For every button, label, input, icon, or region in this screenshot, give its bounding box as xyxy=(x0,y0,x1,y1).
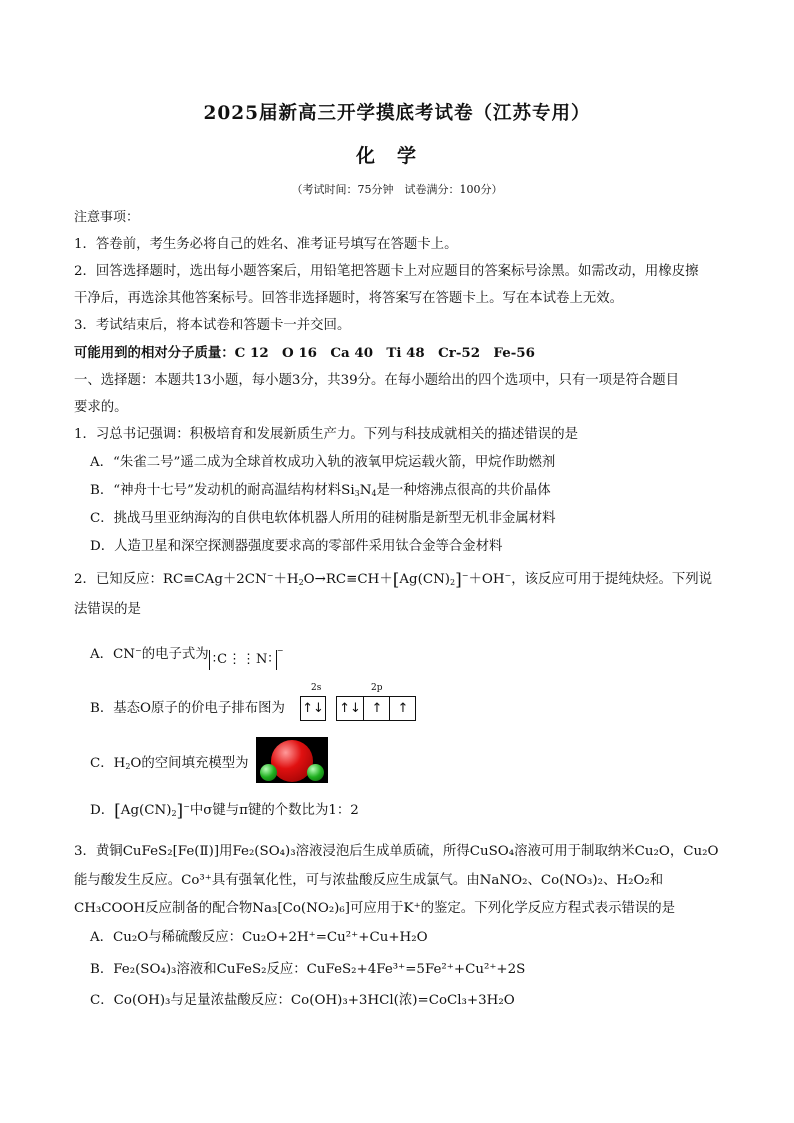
q1-option-a: A．“朱雀二号”遥二成为全球首枚成功入轨的液氧甲烷运载火箭，甲烷作助燃剂 xyxy=(90,455,556,470)
exam-info: （考试时间：75分钟 试卷满分：100分） xyxy=(291,183,503,196)
q2-option-a xyxy=(90,643,283,670)
q2-sup: − xyxy=(276,646,284,655)
q2-sub: 2 xyxy=(450,578,456,587)
q2-d-text: D． xyxy=(90,803,115,818)
hydrogen-atom xyxy=(307,764,324,781)
q1-option-d: D．人造卫星和深空探测器强度要求高的零部件采用钛合金等合金材料 xyxy=(90,539,503,554)
q1-option-b xyxy=(90,479,551,498)
q2-sub: 2 xyxy=(125,762,131,771)
q2-sup: − xyxy=(461,571,469,580)
orbital-box-2s xyxy=(300,696,326,721)
q3-option-b: B．Fe₂(SO₄)₃溶液和CuFeS₂反应：CuFeS₂+4Fe³⁺=5Fe²⁺+Cu²⁺+2S xyxy=(90,962,526,977)
q1-b-text: 是一种熔沸点很高的共价晶体 xyxy=(376,483,551,498)
q2-sup: − xyxy=(183,802,190,811)
orbital-box-2p xyxy=(336,696,416,721)
q2-c-text: C．H xyxy=(90,756,126,771)
q2-complex: Ag(CN) xyxy=(399,572,451,587)
exam-title: 2025届新高三开学摸底考试卷（江苏专用） xyxy=(203,103,591,124)
notice-item-1: 1．答卷前，考生务必将自己的姓名、准考证号填写在答题卡上。 xyxy=(74,237,458,252)
notice-item-3: 3．考试结束后，将本试卷和答题卡一并交回。 xyxy=(74,318,351,333)
q1-b-sub: 4 xyxy=(371,489,377,498)
cn-lewis-structure: ∶C⋮⋮N∶ xyxy=(209,650,277,670)
q2-a-text: 的电子式为 xyxy=(141,647,209,662)
bracket: [ xyxy=(114,801,121,821)
orbital-cell: ↑↓ xyxy=(302,701,324,716)
q2-stem xyxy=(74,568,712,590)
q3-option-a: A．Cu₂O与稀硫酸反应：Cu₂O+2H⁺=Cu²⁺+Cu+H₂O xyxy=(90,930,428,945)
bracket: ] xyxy=(455,570,462,590)
bracket: [ xyxy=(392,570,400,590)
notice-heading: 注意事项： xyxy=(74,210,140,225)
water-space-filling-model xyxy=(256,737,328,783)
q2-sup: − xyxy=(135,646,142,655)
q2-option-d xyxy=(90,799,359,821)
q1-stem: 1．习总书记强调：积极培育和发展新质生产力。下列与科技成就相关的描述错误的是 xyxy=(74,427,578,442)
q2-complex: Ag(CN) xyxy=(120,803,172,818)
q2-text: O→RC≡CH＋ xyxy=(303,572,393,587)
q2-sup: − xyxy=(266,571,274,580)
q3-option-c: C．Co(OH)₃与足量浓盐酸反应：Co(OH)₃+3HCl(浓)=CoCl₃+3H₂O xyxy=(90,993,515,1008)
q3-stem-1: 3．黄铜CuFeS₂[Fe(Ⅱ)]用Fe₂(SO₄)₃溶液浸泡后生成单质硫，所得CuSO₄溶液可用于制取纳米Cu₂O，Cu₂O xyxy=(74,844,719,859)
hydrogen-atom xyxy=(260,764,277,781)
q2-option-c xyxy=(90,752,249,771)
q2-option-b: B．基态O原子的价电子排布图为 xyxy=(90,701,285,716)
q2-stem-cont: 法错误的是 xyxy=(74,602,141,617)
atomic-masses: 可能用到的相对分子质量：C 12 O 16 Ca 40 Ti 48 Cr-52 Fe-56 xyxy=(74,345,535,361)
q2-sup: − xyxy=(504,571,512,580)
q2-d-text: 中σ键与π键的个数比为1：2 xyxy=(189,803,359,818)
q2-text: ，该反应可用于提纯炔烃。下列说 xyxy=(511,572,713,587)
q2-sub: 2 xyxy=(298,578,304,587)
section1-intro: 一、选择题：本题共13小题，每小题3分，共39分。在每小题给出的四个选项中，只有一项是符合题目 xyxy=(74,373,680,388)
q1-b-text: B．“神舟十七号”发动机的耐高温结构材料Si xyxy=(90,483,355,498)
q2-text: 2．已知反应：RC≡CAg＋2CN xyxy=(74,572,267,587)
notice-item-2-cont: 干净后，再选涂其他答案标号。回答非选择题时，将答案写在答题卡上。写在本试卷上无效。 xyxy=(74,291,624,306)
orbital-label-2s: 2s xyxy=(311,683,322,693)
q2-text: ＋H xyxy=(273,572,299,587)
orbital-cell: ↑ xyxy=(397,701,409,716)
orbital-cell: ↑ xyxy=(371,701,383,716)
q2-c-text: O的空间填充模型为 xyxy=(130,756,249,771)
q2-text: ＋OH xyxy=(468,572,505,587)
bracket: ] xyxy=(176,801,184,821)
orbital-label-2p: 2p xyxy=(371,683,383,693)
orbital-cell: ↑↓ xyxy=(339,701,361,716)
subject-title: 化学 xyxy=(355,145,438,167)
q2-sub: 2 xyxy=(171,809,177,818)
q1-option-c: C．挑战马里亚纳海沟的自供电软体机器人所用的硅树脂是新型无机非金属材料 xyxy=(90,511,556,526)
section1-intro-cont: 要求的。 xyxy=(74,400,128,415)
q1-b-text: N xyxy=(359,483,372,498)
notice-item-2: 2．回答选择题时，选出每小题答案后，用铅笔把答题卡上对应题目的答案标号涂黑。如需改动，用橡皮擦 xyxy=(74,264,699,279)
q1-b-sub: 3 xyxy=(354,489,360,498)
q2-a-text: A．CN xyxy=(90,647,136,662)
q3-stem-2: 能与酸发生反应。Co³⁺具有强氧化性，可与浓盐酸反应生成氯气。由NaNO₂、Co(NO₃)₂、H₂O₂和 xyxy=(74,873,664,888)
q3-stem-3: CH₃COOH反应制备的配合物Na₃[Co(NO₂)₆]可应用于K⁺的鉴定。下列化学反应方程式表示错误的是 xyxy=(74,901,676,916)
